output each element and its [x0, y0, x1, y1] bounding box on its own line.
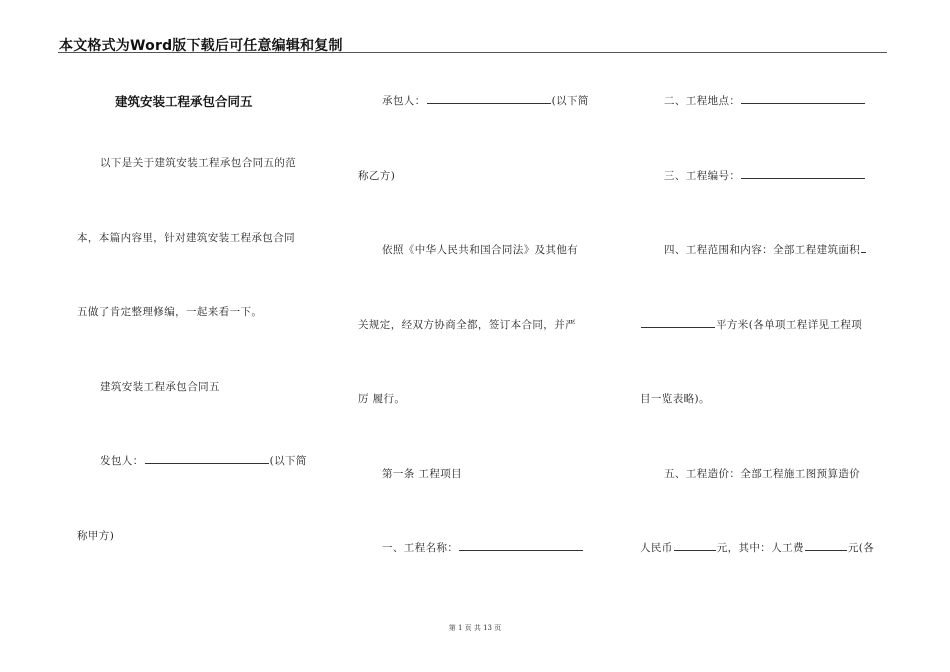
page-number: 第 1 页 共 13 页	[448, 624, 502, 632]
contractor-label: 承包人：	[382, 95, 426, 107]
contractor-blank	[427, 93, 551, 104]
labor-cost-label: 元，其中：人工费	[716, 542, 804, 554]
area-unit-text: 平方米(各单项工程详见工程项	[716, 319, 863, 331]
project-scope-line-1	[664, 242, 867, 257]
rmb-label: 人民币	[640, 542, 673, 554]
project-name-label: 一、工程名称：	[382, 542, 459, 554]
project-number-label: 三、工程编号：	[664, 170, 741, 182]
contractor-line	[382, 93, 589, 108]
contractor-tail: (以下简	[551, 95, 589, 107]
law-line-1: 依照《中华人民共和国合同法》及其他有	[382, 244, 579, 256]
project-name-blank	[459, 540, 583, 551]
project-location-label: 二、工程地点：	[664, 95, 741, 107]
employer-blank	[145, 453, 269, 464]
law-line-2: 关规定，经双方协商全都，签订本合同，并严	[358, 319, 576, 331]
employer-tail: (以下简	[269, 455, 307, 467]
project-location-line	[664, 93, 866, 108]
intro-line-1: 以下是关于建筑安装工程承包合同五的范	[100, 157, 297, 169]
project-number-line	[664, 168, 866, 183]
intro-line-3: 五做了肯定整理修编，一起来看一下。	[77, 306, 263, 318]
document-title: 建筑安装工程承包合同五	[115, 94, 253, 109]
employer-continuation: 称甲方)	[77, 530, 115, 542]
employer-label: 发包人：	[100, 455, 144, 467]
cost-tail: 元(各	[847, 542, 875, 554]
header-divider	[58, 52, 887, 53]
document-header: 本文格式为Word版下载后可任意编辑和复制	[59, 38, 343, 54]
project-location-blank	[741, 93, 865, 104]
project-cost-line-2	[640, 540, 874, 555]
article-one-heading: 第一条 工程项目	[382, 468, 463, 480]
contract-subtitle: 建筑安装工程承包合同五	[100, 381, 220, 393]
project-number-blank	[741, 168, 865, 179]
project-scope-line-2	[640, 317, 862, 332]
project-scope-line-3: 目一览表略)。	[640, 393, 710, 405]
intro-line-2: 本，本篇内容里，针对建筑安装工程承包合同	[77, 232, 295, 244]
labor-cost-blank	[805, 540, 847, 551]
total-cost-blank	[674, 540, 716, 551]
area-blank	[641, 317, 715, 328]
contractor-continuation: 称乙方)	[358, 170, 396, 182]
project-scope-label: 四、工程范围和内容：全部工程建筑面积	[664, 244, 861, 256]
project-name-line	[382, 540, 584, 555]
employer-line	[100, 453, 307, 468]
law-line-3: 厉 履行。	[358, 393, 406, 405]
area-blank-start	[861, 242, 866, 253]
project-cost-line-1: 五、工程造价：全部工程施工图预算造价	[664, 468, 861, 480]
